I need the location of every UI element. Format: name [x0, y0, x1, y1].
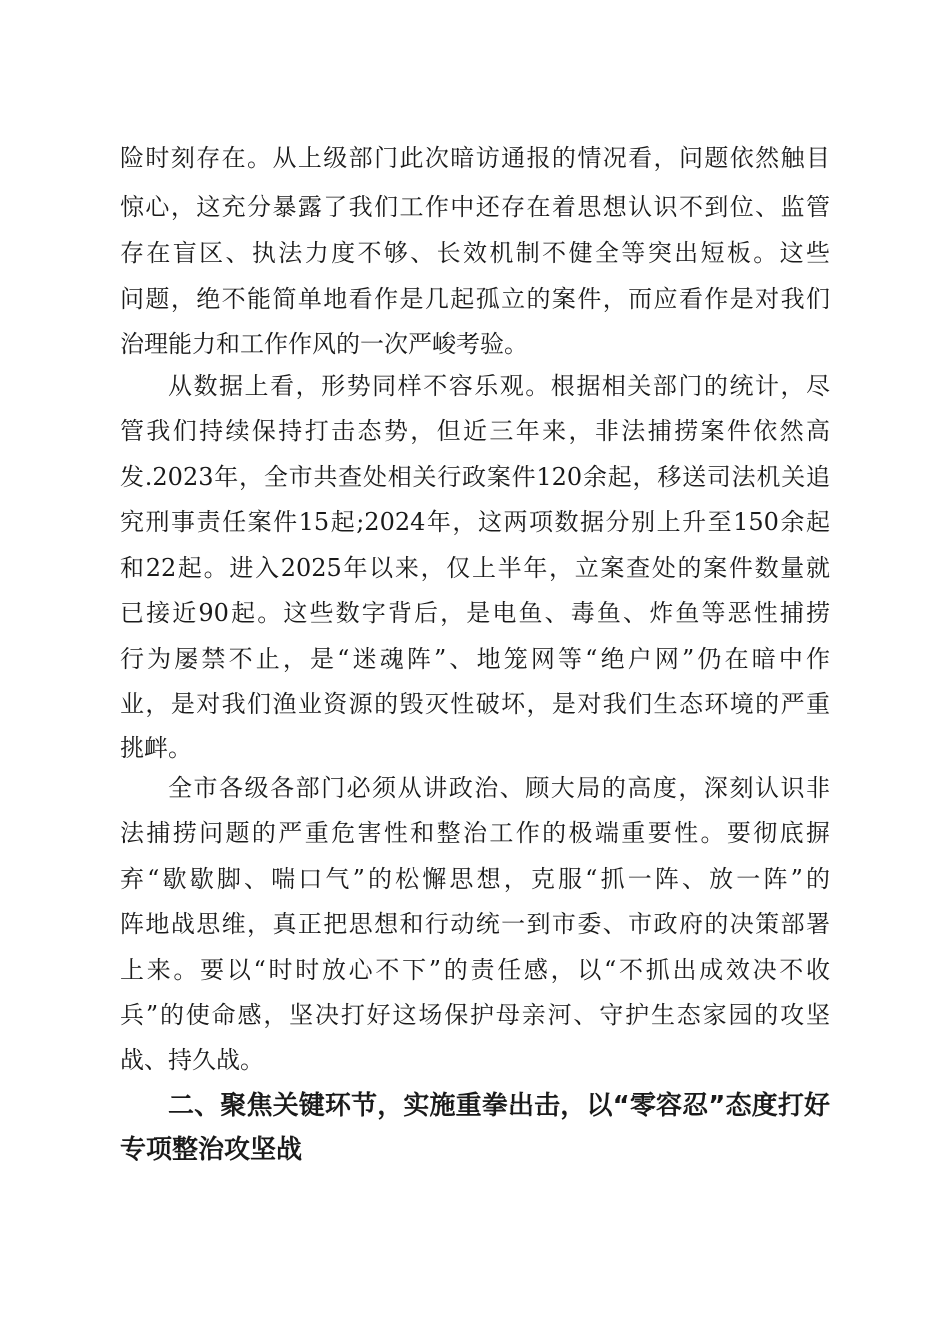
- body-text-line: 上来。要以“时时放心不下”的责任感，以“不抓出成效决不收: [120, 956, 830, 984]
- section-heading: 二、聚焦关键环节，实施重拳出击，以“零容忍”态度打好: [168, 1091, 830, 1121]
- body-text-line: 发.2023年，全市共查处相关行政案件120余起，移送司法机关追: [120, 463, 830, 491]
- body-text-line: 管我们持续保持打击态势，但近三年来，非法捕捞案件依然高: [120, 417, 830, 445]
- body-text-line: 弃“歇歇脚、喘口气”的松懈思想，克服“抓一阵、放一阵”的: [120, 865, 830, 893]
- body-text-line: 已接近90起。这些数字背后，是电鱼、毒鱼、炸鱼等恶性捕捞: [120, 599, 830, 627]
- body-text-line: 全市各级各部门必须从讲政治、顾大局的高度，深刻认识非: [168, 774, 830, 802]
- body-text-line: 挑衅。: [120, 734, 192, 762]
- body-text-line: 阵地战思维，真正把思想和行动统一到市委、市政府的决策部署: [120, 910, 830, 938]
- body-text-line: 和22起。进入2025年以来，仅上半年，立案查处的案件数量就: [120, 554, 830, 582]
- body-text-line: 行为屡禁不止，是“迷魂阵”、地笼网等“绝户网”仍在暗中作: [120, 645, 830, 673]
- section-heading-continued: 专项整治攻坚战: [120, 1135, 303, 1165]
- body-text-line: 惊心，这充分暴露了我们工作中还存在着思想认识不到位、监管: [120, 193, 830, 221]
- body-text-line: 治理能力和工作作风的一次严峻考验。: [120, 330, 528, 358]
- body-text-line: 问题，绝不能简单地看作是几起孤立的案件，而应看作是对我们: [120, 285, 830, 313]
- body-text-line: 业，是对我们渔业资源的毁灭性破坏，是对我们生态环境的严重: [120, 690, 830, 718]
- body-text-line: 究刑事责任案件15起;2024年，这两项数据分别上升至150余起: [120, 508, 830, 536]
- body-text-line: 存在盲区、执法力度不够、长效机制不健全等突出短板。这些: [120, 239, 830, 267]
- body-text-line: 法捕捞问题的严重危害性和整治工作的极端重要性。要彻底摒: [120, 819, 830, 847]
- body-text-line: 险时刻存在。从上级部门此次暗访通报的情况看，问题依然触目: [120, 144, 830, 172]
- body-text-line: 从数据上看，形势同样不容乐观。根据相关部门的统计，尽: [168, 372, 830, 400]
- body-text-line: 兵”的使命感，坚决打好这场保护母亲河、守护生态家园的攻坚: [120, 1001, 830, 1029]
- body-text-line: 战、持久战。: [120, 1046, 264, 1074]
